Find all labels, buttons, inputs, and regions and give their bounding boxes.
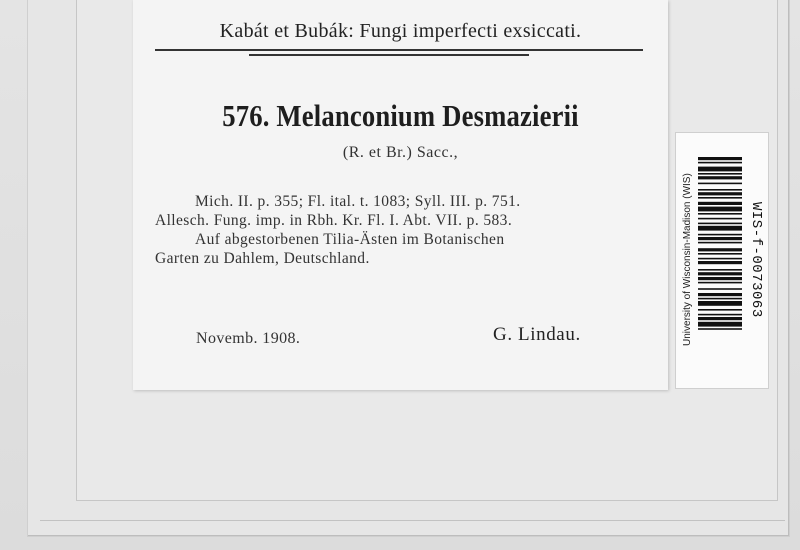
barcode-bar: [698, 189, 742, 191]
barcode-bar: [698, 176, 742, 179]
barcode-bar: [698, 258, 742, 260]
species-title: 576. Melanconium Desmazierii: [222, 98, 579, 133]
barcode-bar: [698, 192, 742, 195]
barcode-bar: [698, 269, 742, 271]
barcode-bar: [698, 288, 742, 290]
institution-name: University of Wisconsin-Madison (WIS): [682, 173, 693, 347]
barcode-bar: [698, 301, 742, 306]
barcode-bar: [698, 213, 742, 215]
header-rule: [155, 49, 643, 51]
barcode-bar: [698, 223, 742, 225]
barcode-bar: [698, 314, 742, 316]
reference-line: Mich. II. p. 355; Fl. ital. t. 1083; Syll. III. p. 751.: [195, 193, 521, 210]
reference-line: Allesch. Fung. imp. in Rbh. Kr. Fl. I. Abt. VII. p. 583.: [155, 212, 513, 229]
series-header: Kabát et Bubák: Fungi imperfecti exsiccati.: [219, 20, 582, 42]
barcode-bar: [698, 322, 742, 327]
references-block: [155, 192, 625, 268]
habitat-line: Auf abgestorbenen Tilia-Ästen im Botanischen: [195, 231, 505, 248]
barcode-bar: [698, 277, 742, 280]
barcode-bar: [698, 207, 742, 212]
barcode-bar: [698, 253, 742, 255]
barcode-bar: [698, 317, 742, 320]
barcode-bar: [698, 248, 742, 251]
barcode-bar: [698, 261, 742, 264]
barcode-bar: [698, 328, 742, 330]
barcode-bar: [698, 298, 742, 300]
barcode-bar: [698, 162, 742, 164]
specimen-label: [133, 0, 668, 390]
barcode-bar: [698, 183, 742, 185]
barcode-bar: [698, 167, 742, 172]
barcode-bar: [698, 272, 742, 275]
barcode-bar: [698, 237, 742, 240]
habitat-line: Garten zu Dahlem, Deutschland.: [155, 250, 370, 267]
barcode-bar: [698, 282, 742, 284]
species-authority: (R. et Br.) Sacc.,: [342, 144, 459, 161]
barcode-bar: [698, 226, 742, 231]
header-rule-short: [249, 54, 529, 56]
barcode-bar: [698, 309, 742, 311]
barcode-bar: [698, 173, 742, 175]
barcode-bar: [698, 202, 742, 205]
catalog-number: WIS-f-0073063: [748, 202, 764, 318]
packet-fold-line: [40, 520, 785, 521]
barcode-bar: [698, 157, 742, 160]
collector-name: G. Lindau.: [493, 324, 581, 345]
barcode-bar: [698, 197, 742, 199]
barcode-bar: [698, 293, 742, 296]
barcode-card: [675, 132, 769, 389]
barcode-bar: [698, 218, 742, 220]
barcode-bar: [698, 234, 742, 236]
collection-date: Novemb. 1908.: [196, 330, 301, 347]
barcode-image: [698, 157, 742, 370]
barcode-bar: [698, 242, 742, 244]
